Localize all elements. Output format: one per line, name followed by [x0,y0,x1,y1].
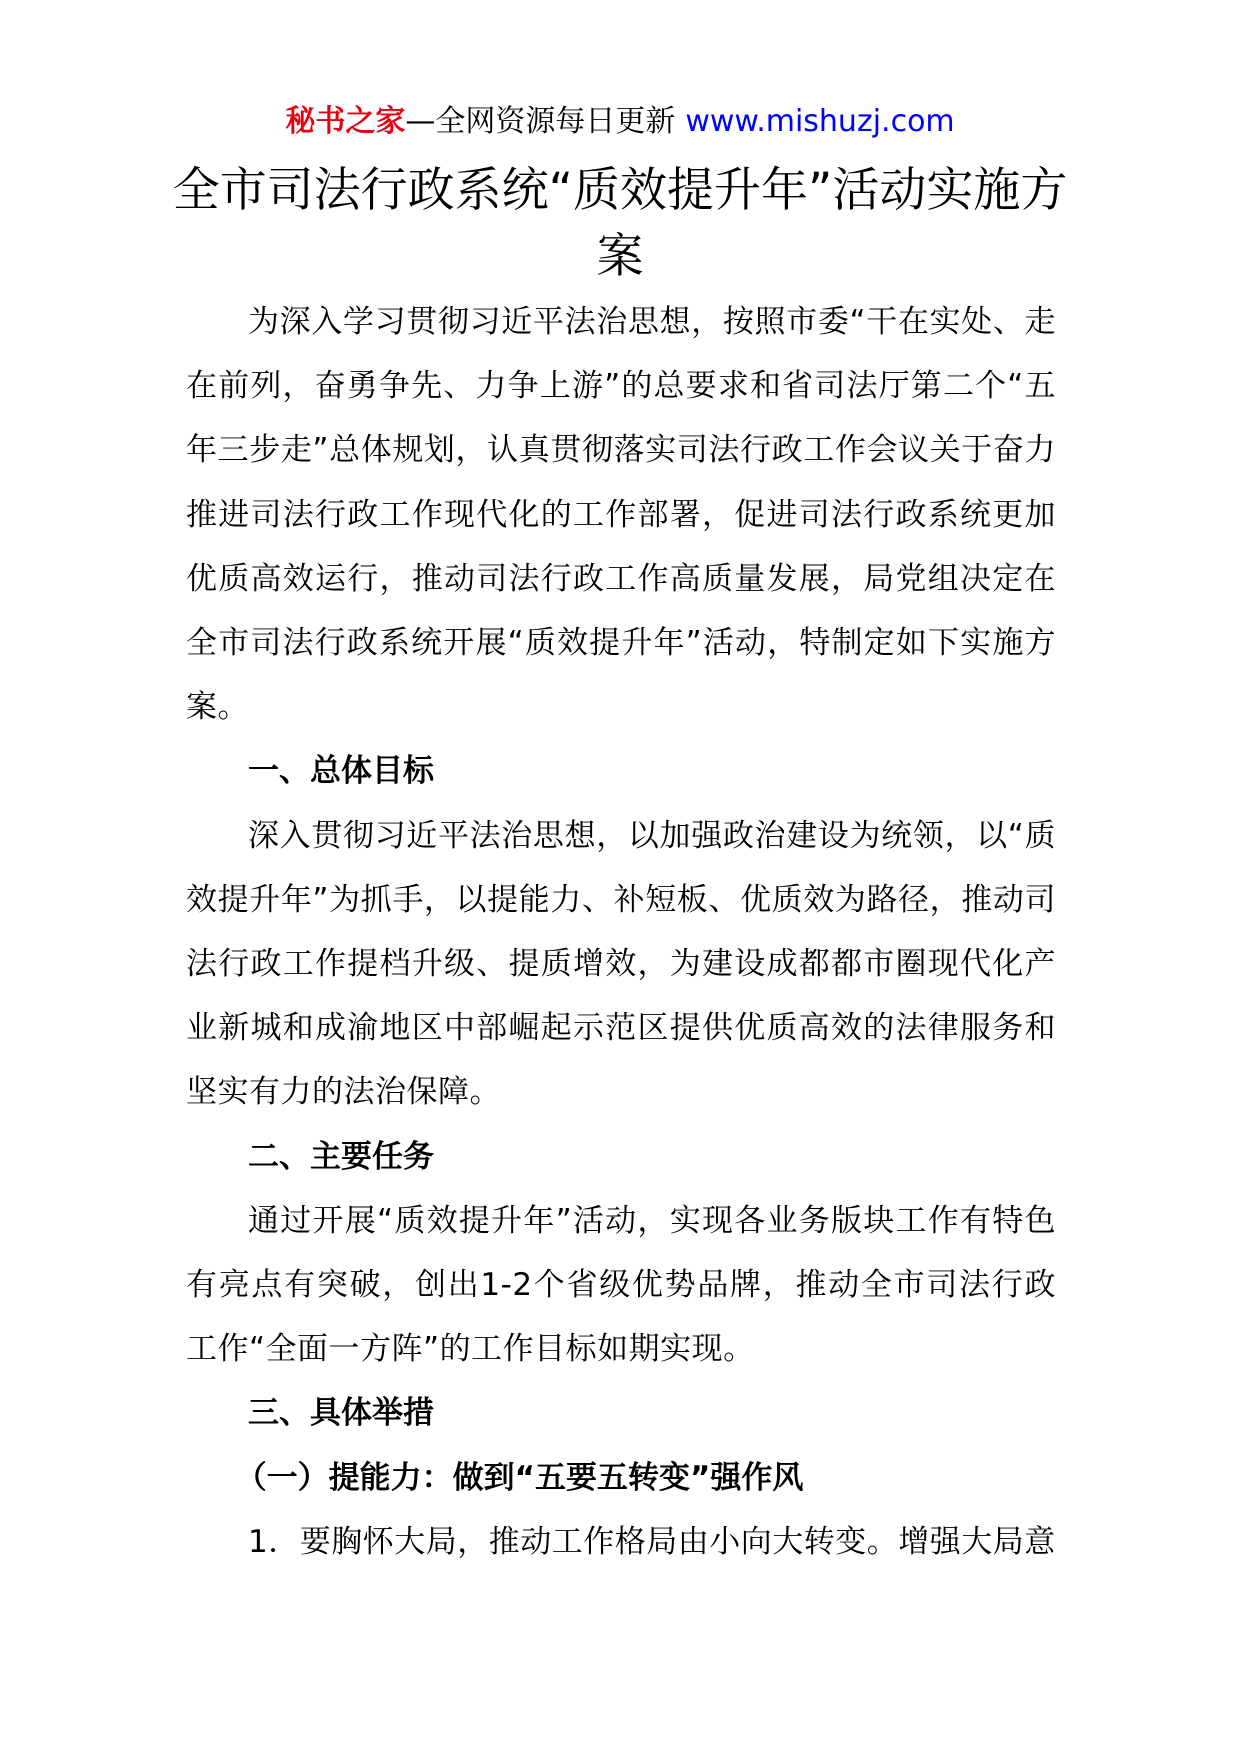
document-body [186,290,1056,1574]
subsection-heading-capability: （一）提能力：做到“五要五转变”强作风 [235,1459,804,1496]
section-heading-goal: 一、总体目标 [248,753,434,790]
site-header [0,100,1240,144]
section-body-tasks: 通过开展“质效提升年”活动，实现各业务版块工作有特色有亮点有突破，创出1-2个省级优势品牌，推动全市司法行政工作“全面一方阵”的工作目标如期实现。 [186,1202,1056,1368]
intro-paragraph: 为深入学习贯彻习近平法治思想，按照市委“干在实处、走在前列，奋勇争先、力争上游”的总要求和省司法厅第二个“五年三步走”总体规划，认真贯彻落实司法行政工作会议关于奋力推进司法行政工作现代化的工作部署，促进司法行政系统更加优质高效运行，推动司法行政工作高质量发展，局党组决定在全市司法行政系统开展“质效提升年”活动，特制定如下实施方案。 [186,304,1056,726]
section-heading-tasks: 二、主要任务 [248,1138,434,1175]
brand-name: 秘书之家 [285,104,406,139]
section-heading-measures: 三、具体举措 [248,1395,434,1432]
section-body-goal: 深入贯彻习近平法治思想，以加强政治建设为统领，以“质效提升年”为抓手，以提能力、补短板、优质效为路径，推动司法行政工作提档升级、提质增效，为建设成都都市圈现代化产业新城和成渝地区中部崛起示范区提供优质高效的法律服务和坚实有力的法治保障。 [186,817,1056,1111]
item-paragraph: 1．要胸怀大局，推动工作格局由小向大转变。增强大局意 [248,1523,1056,1560]
site-url-link[interactable]: www.mishuzj.com [685,104,955,139]
tagline: —全网资源每日更新 [405,104,676,139]
document-title: 全市司法行政系统“质效提升年”活动实施方案 [172,163,1068,284]
